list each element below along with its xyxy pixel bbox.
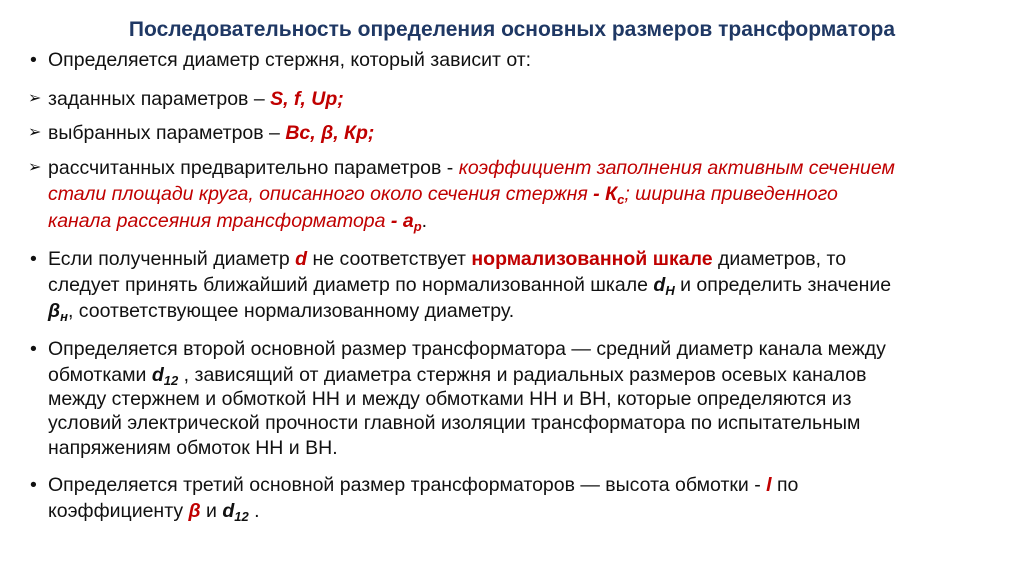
arrow-item-3-line3: канала рассеяния трансформатора - $a_р$.: [48, 210, 428, 234]
arrow-item-3-line2: стали площади круга, описанного около сечения стержня - $К_с$; ширина приведенного: [48, 183, 838, 207]
chosen-params: Bc, β, Кр;: [285, 122, 375, 144]
slide-title: Последовательность определения основных размеров трансформатора: [128, 18, 896, 41]
given-params: S, f, Up;: [270, 88, 344, 110]
bullet-2-line1: Если полученный диаметр d не соответствует нормализованной шкале диаметров, то: [48, 248, 847, 270]
bullet-3-line2: обмотками $d_{12}$ , зависящий от диаметра стержня и радиальных размеров осевых каналов: [48, 364, 867, 388]
arrow-bullet-icon: ➢: [28, 90, 42, 107]
bullet-icon: •: [30, 248, 37, 270]
bullet-2-line2: следует принять ближайший диаметр по нормализованной шкале $d_H$ и определить значение: [48, 274, 892, 298]
bullet-icon: •: [30, 338, 37, 360]
bullet-3-line5: напряжениям обмоток НН и ВН.: [48, 437, 338, 459]
bullet-4-line2: коэффициенту β и $d_{12}$ .: [48, 500, 260, 524]
arrow-item-2-line: выбранных параметров – Bc, β, Кр;: [48, 122, 375, 144]
bullet-3-line3: между стержнем и обмоткой НН и между обмотками НН и ВН, которые определяются из: [48, 388, 852, 410]
arrow-bullet-icon: ➢: [28, 124, 42, 141]
bullet-3-line1: Определяется второй основной размер трансформатора — средний диаметр канала между: [48, 338, 886, 360]
bullet-2-line3: $\beta_н$, соответствующее нормализованному диаметру.: [48, 300, 515, 324]
arrow-item-3-line1: рассчитанных предварительно параметров - коэффициент заполнения активным сечением: [48, 157, 895, 179]
bullet-4-line1: Определяется третий основной размер трансформаторов — высота обмотки - l по: [48, 474, 799, 496]
arrow-bullet-icon: ➢: [28, 159, 42, 176]
bullet-1-text: Определяется диаметр стержня, который зависит от:: [48, 49, 532, 71]
arrow-item-1-line: заданных параметров – S, f, Up;: [48, 88, 344, 110]
bullet-3-line4: условий электрической прочности главной изоляции трансформатора по испытательным: [48, 412, 861, 434]
bullet-icon: •: [30, 49, 37, 71]
normalized-scale-highlight: нормализованной шкале: [471, 248, 713, 270]
bullet-icon: •: [30, 474, 37, 496]
